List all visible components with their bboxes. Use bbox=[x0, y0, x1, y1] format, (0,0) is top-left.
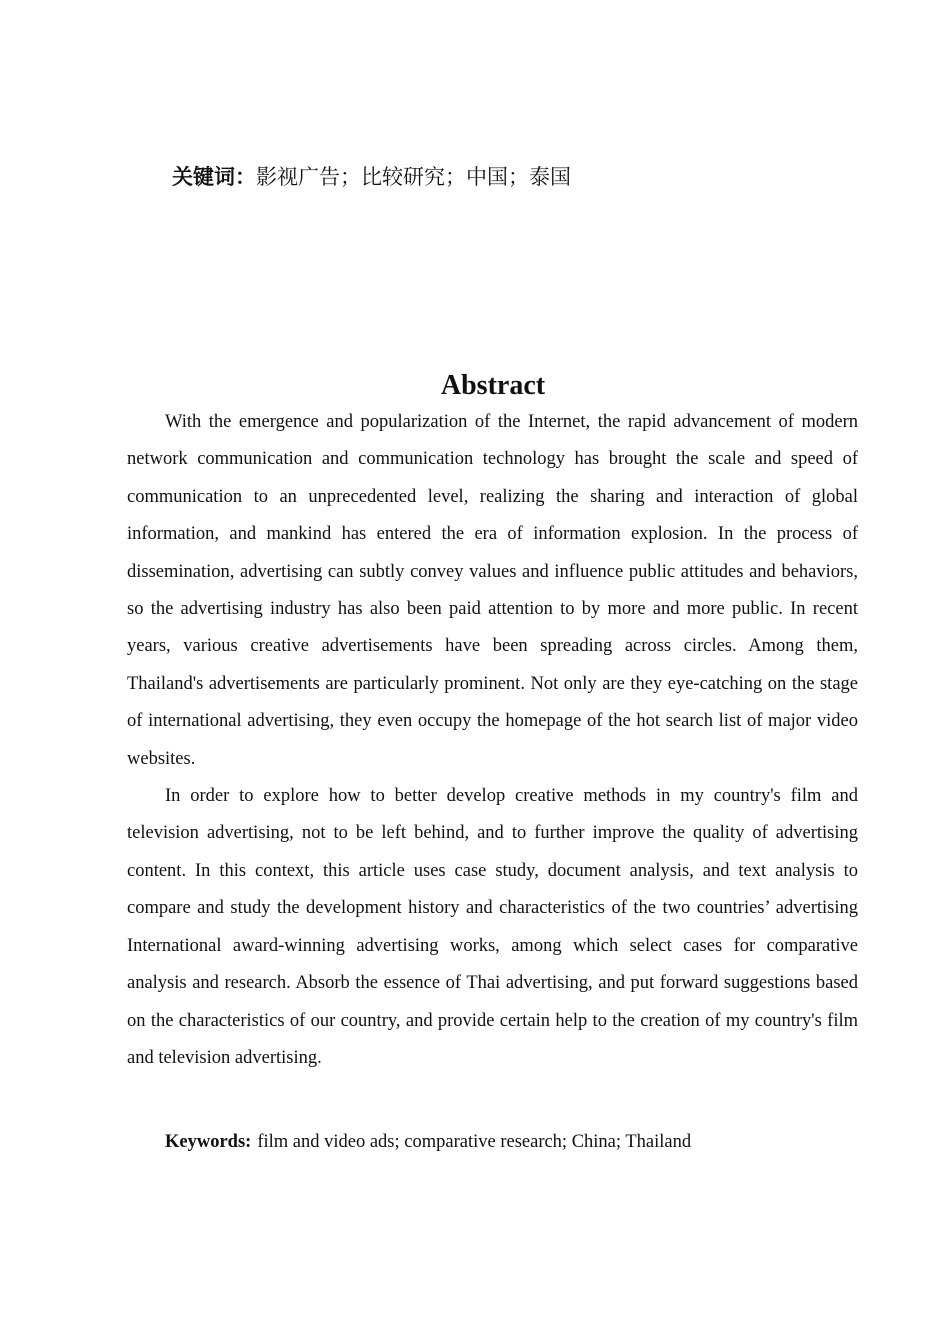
abstract-title: Abstract bbox=[440, 370, 546, 401]
english-keywords-label: Keywords: bbox=[165, 1132, 252, 1152]
chinese-keywords bbox=[172, 160, 571, 194]
abstract-paragraph: With the emergence and popularization of the Internet, the rapid advancement of modern network communication and communication technology has brought the scale and speed of communication to an unprecedented level, realizing the sharing and interaction of global information, and mankind has entered the era of information explosion. In the process of dissemination, advertising can subtly convey values and influence public attitudes and behaviors, so the advertising industry has also been paid attention to by more and more public. In recent years, various creative advertisements have been spreading across circles. Among them, Thailand's advertisements are particularly prominent. Not only are they eye-catching on the stage of international advertising, they even occupy the homepage of the hot search list of major video websites. bbox=[127, 412, 858, 769]
abstract-body bbox=[127, 404, 858, 1077]
abstract-paragraph: In order to explore how to better develop creative methods in my country's film and television advertising, not to be left behind, and to further improve the quality of advertising content. In this context, this article uses case study, document analysis, and text analysis to compare and study the development history and characteristics of the two countries’ advertising International award-winning advertising works, among which select cases for comparative analysis and research. Absorb the essence of Thai advertising, and put forward suggestions based on the characteristics of our country, and provide certain help to the creation of my country's film and television advertising. bbox=[127, 786, 858, 1068]
chinese-keywords-label: 关键词： bbox=[172, 165, 256, 189]
chinese-keywords-value: 影视广告；比较研究；中国；泰国 bbox=[256, 165, 571, 189]
english-keywords bbox=[165, 1127, 691, 1157]
english-keywords-value: film and video ads; comparative research; China; Thailand bbox=[257, 1132, 692, 1152]
